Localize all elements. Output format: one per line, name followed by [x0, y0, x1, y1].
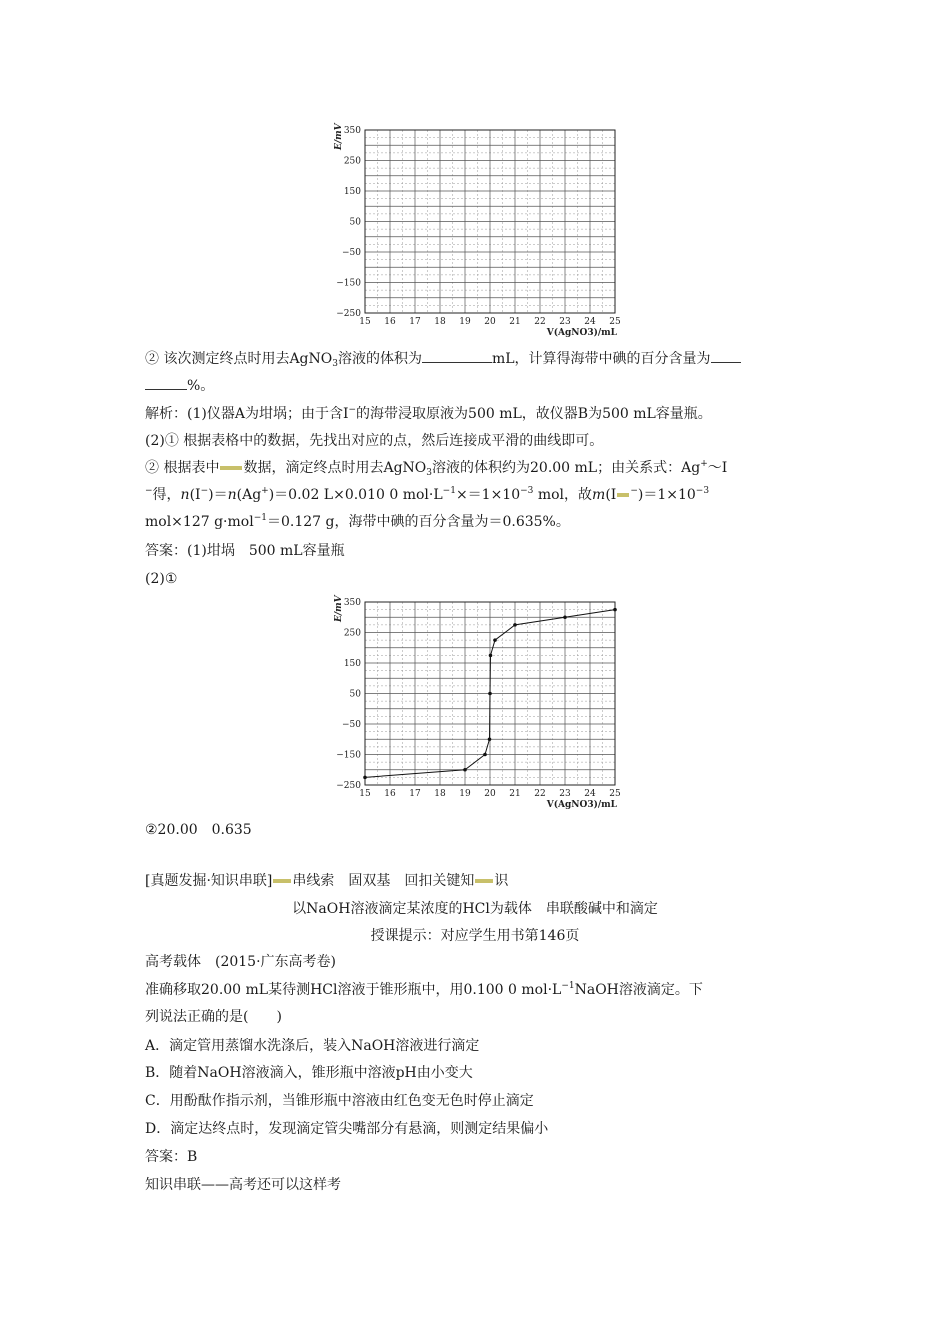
y-tick-label: −250: [336, 781, 361, 791]
y-tick-label: 150: [343, 187, 361, 197]
x-tick-label: 20: [484, 317, 496, 327]
y-axis-label: E/mV: [334, 595, 344, 622]
analysis-line-1: 解析：(1)仪器A为坩埚；由于含I−的海带浸取原液为500 mL，故仪器B为500 mL容量瓶。: [145, 405, 712, 422]
y-tick-label: 350: [343, 598, 361, 608]
y-axis-label: E/mV: [334, 123, 344, 150]
x-tick-label: 21: [509, 789, 521, 799]
data-point: [563, 615, 567, 619]
titration-curve-chart: [330, 592, 630, 818]
x-tick-label: 19: [459, 789, 471, 799]
data-point: [488, 692, 492, 696]
analysis-line-2: (2)① 根据表格中的数据，先找出对应的点，然后连接成平滑的曲线即可。: [145, 433, 604, 449]
y-tick-label: 150: [343, 659, 361, 669]
data-point: [488, 737, 492, 741]
y-tick-label: 250: [343, 156, 361, 167]
option-b: B．随着NaOH溶液滴入，锥形瓶中溶液pH由小变大: [145, 1065, 473, 1081]
x-tick-label: 17: [409, 317, 421, 327]
question-2-line: ② 该次测定终点时用去AgNO$_3$溶液的体积为 mL，计算得海带中碘的百分含量为: [145, 348, 741, 369]
option-a: A．滴定管用蒸馏水洗涤后，装入NaOH溶液进行滴定: [145, 1038, 480, 1054]
option-d: D．滴定达终点时，发现滴定管尖嘴部分有悬滴，则测定结果偏小: [145, 1121, 549, 1137]
option-c: C．用酚酞作指示剂，当锥形瓶中溶液由红色变无色时停止滴定: [145, 1093, 534, 1109]
x-axis-label: V(AgNO3)/mL: [546, 328, 617, 338]
y-tick-label: −150: [336, 278, 361, 289]
section-hint: 授课提示：对应学生用书第146页: [370, 928, 580, 944]
x-tick-label: 24: [584, 317, 596, 327]
y-tick-label: 350: [343, 126, 361, 136]
data-point: [513, 623, 517, 627]
question-stem: 准确移取20.00 mL某待测HCl溶液于锥形瓶中，用0.100 0 $mol\cdot L^{-1}NaOH$溶液滴定。下: [145, 981, 703, 998]
x-tick-label: 18: [434, 317, 446, 327]
y-tick-label: 50: [349, 689, 361, 700]
x-tick-label: 16: [384, 789, 396, 799]
x-tick-label: 15: [359, 789, 371, 799]
x-tick-label: 25: [609, 317, 621, 327]
empty-grid-chart: [330, 120, 630, 340]
x-tick-label: 16: [384, 317, 396, 327]
data-point: [613, 608, 617, 612]
x-tick-label: 22: [534, 317, 546, 327]
highlight-mark: [617, 493, 629, 497]
analysis-line-3: ② 根据表中 数据，滴定终点时用去AgNO$_3$溶液的体积约为20.00 mL；由关系式：Ag+～I: [145, 459, 728, 478]
x-axis-label: V(AgNO3)/mL: [546, 800, 617, 810]
x-tick-label: 15: [359, 317, 371, 327]
highlight-mark: [475, 879, 493, 883]
x-tick-label: 21: [509, 317, 521, 327]
x-tick-label: 23: [559, 317, 571, 327]
x-tick-label: 18: [434, 789, 446, 799]
section-title: 以NaOH溶液滴定某浓度的HCl为载体 串联酸碱中和滴定: [292, 901, 658, 917]
answer-line-3: ②20.00 0.635: [145, 822, 252, 838]
data-point: [493, 638, 497, 642]
section-footer: 知识串联——高考还可以这样考: [145, 1177, 341, 1193]
answer-line-2: (2)①: [145, 571, 178, 587]
data-point: [463, 768, 467, 772]
x-tick-label: 23: [559, 789, 571, 799]
x-tick-label: 20: [484, 789, 496, 799]
data-point: [363, 776, 367, 780]
x-tick-label: 22: [534, 789, 546, 799]
highlight-mark: [220, 466, 242, 470]
y-tick-label: −50: [342, 720, 361, 730]
question-2-line-cont: %。: [145, 375, 214, 396]
analysis-line-4: −得，n(I−)＝n(Ag+)＝0.02 L×0.010 0 $mol\cdot L^{-1}\times=1\times 10^{-3}$ mol，故m(I $^-)=1\times 10^{-3}$: [145, 486, 710, 503]
x-tick-label: 25: [609, 789, 621, 799]
x-tick-label: 24: [584, 789, 596, 799]
answer-b: 答案：B: [145, 1149, 198, 1165]
x-tick-label: 19: [459, 317, 471, 327]
section-header: [真题发掘·知识串联] 串线索 固双基 回扣关键知 识: [145, 873, 509, 889]
question-stem-cont: 列说法正确的是( ): [145, 1009, 282, 1025]
y-tick-label: −250: [336, 309, 361, 319]
y-tick-label: 250: [343, 628, 361, 639]
x-tick-label: 17: [409, 789, 421, 799]
analysis-line-5: mol×127 g·mol$^{-1}$＝0.127 g，海带中碘的百分含量为＝0.635%。: [145, 513, 570, 530]
data-point: [489, 654, 493, 658]
answer-line-1: 答案：(1)坩埚 500 mL容量瓶: [145, 543, 345, 559]
exam-source: 高考载体 (2015·广东高考卷): [145, 954, 337, 970]
y-tick-label: −150: [336, 750, 361, 761]
y-tick-label: 50: [349, 217, 361, 228]
y-tick-label: −50: [342, 248, 361, 258]
data-point: [483, 753, 487, 757]
highlight-mark: [273, 879, 291, 883]
